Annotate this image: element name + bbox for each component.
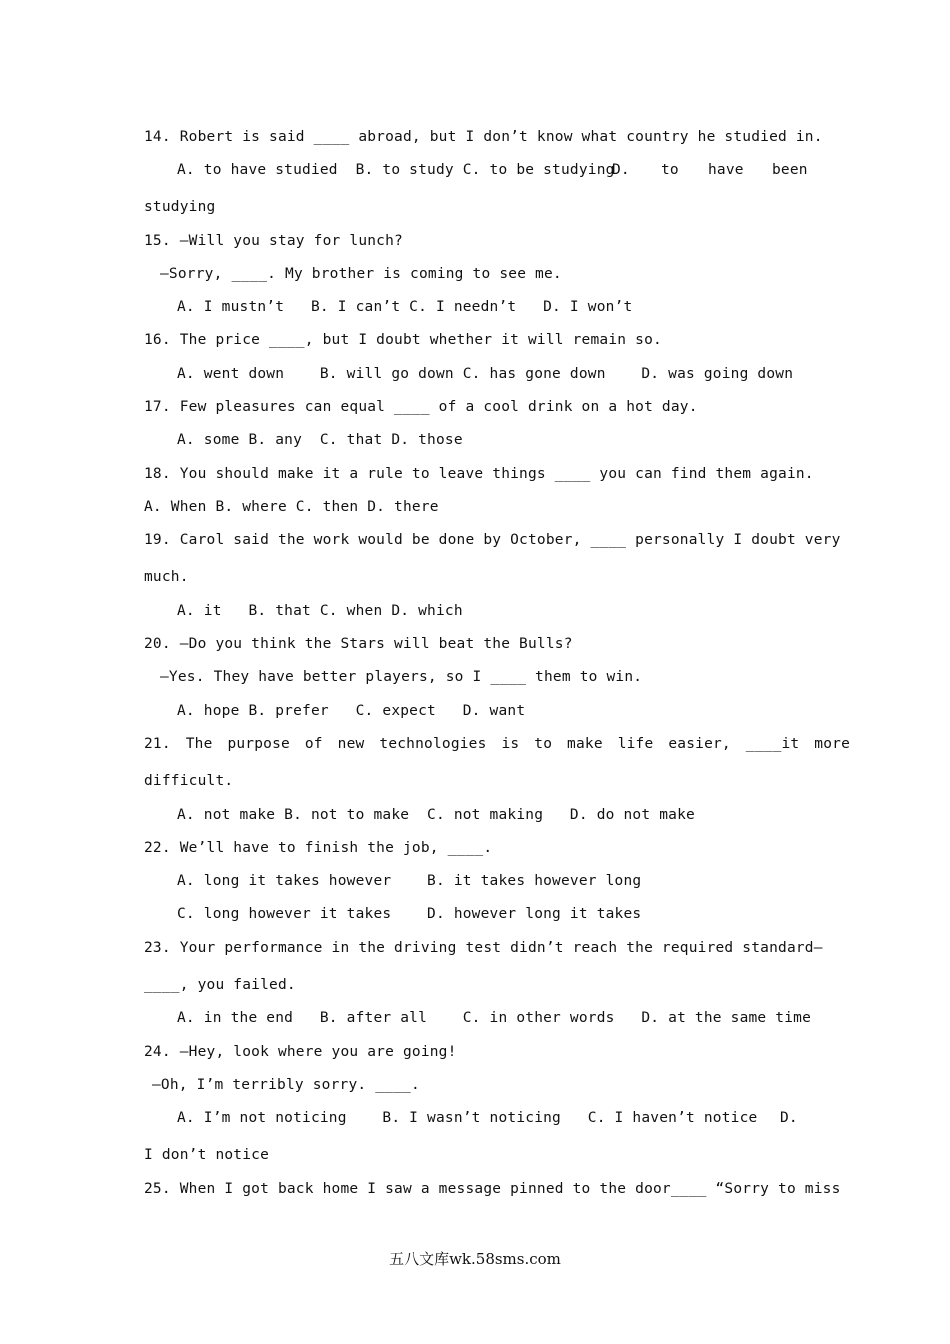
question-20: 20. —Do you think the Stars will beat the Bulls?: [144, 636, 573, 652]
question-14-option-d-word: been: [772, 162, 808, 178]
question-14-continuation: studying: [144, 199, 216, 215]
question-20-reply: —Yes. They have better players, so I ____ them to win.: [160, 669, 643, 685]
question-24-continuation: I don’t notice: [144, 1147, 270, 1163]
question-24-option-d: D.: [780, 1110, 798, 1126]
question-19: 19. Carol said the work would be done by October, ____ personally I doubt very: [144, 532, 841, 548]
question-15-reply: —Sorry, ____. My brother is coming to see me.: [160, 266, 562, 282]
question-16: 16. The price ____, but I doubt whether it will remain so.: [144, 332, 662, 348]
question-17-options: A. some B. any C. that D. those: [177, 432, 463, 448]
question-22-options-cd: C. long however it takes D. however long it takes: [177, 906, 642, 922]
question-18: 18. You should make it a rule to leave things ____ you can find them again.: [144, 466, 814, 482]
question-21-options: A. not make B. not to make C. not making D. do not make: [177, 807, 695, 823]
question-21: 21. The purpose of new technologies is to make life easier, ____it more: [144, 736, 851, 752]
question-16-options: A. went down B. will go down C. has gone down D. was going down: [177, 366, 794, 382]
question-22: 22. We’ll have to finish the job, ____.: [144, 840, 493, 856]
question-15: 15. —Will you stay for lunch?: [144, 233, 403, 249]
question-24: 24. —Hey, look where you are going!: [144, 1044, 457, 1060]
question-14-option-d-word: have: [708, 162, 744, 178]
question-18-options: A. When B. where C. then D. there: [144, 499, 439, 515]
question-14: 14. Robert is said ____ abroad, but I don’t know what country he studied in.: [144, 129, 823, 145]
question-19-continuation: much.: [144, 569, 189, 585]
question-14-option-d: D.: [612, 162, 630, 178]
question-24-options: A. I’m not noticing B. I wasn’t noticing C. I haven’t notice: [177, 1110, 758, 1126]
question-25: 25. When I got back home I saw a message pinned to the door____ “Sorry to miss: [144, 1181, 841, 1197]
question-14-option-d-word: to: [661, 162, 679, 178]
question-23-options: A. in the end B. after all C. in other words D. at the same time: [177, 1010, 812, 1026]
page-footer: 五八文库wk.58sms.com: [389, 1250, 561, 1268]
question-20-options: A. hope B. prefer C. expect D. want: [177, 703, 526, 719]
question-19-options: A. it B. that C. when D. which: [177, 603, 463, 619]
question-24-reply: —Oh, I’m terribly sorry. ____.: [152, 1077, 420, 1093]
question-15-options: A. I mustn’t B. I can’t C. I needn’t D. I won’t: [177, 299, 633, 315]
question-17: 17. Few pleasures can equal ____ of a cool drink on a hot day.: [144, 399, 698, 415]
question-23-continuation: ____, you failed.: [144, 977, 296, 993]
question-21-continuation: difficult.: [144, 773, 234, 789]
question-23: 23. Your performance in the driving test didn’t reach the required standard—: [144, 940, 823, 956]
question-14-options: A. to have studied B. to study C. to be studying: [177, 162, 615, 178]
question-22-options-ab: A. long it takes however B. it takes however long: [177, 873, 642, 889]
